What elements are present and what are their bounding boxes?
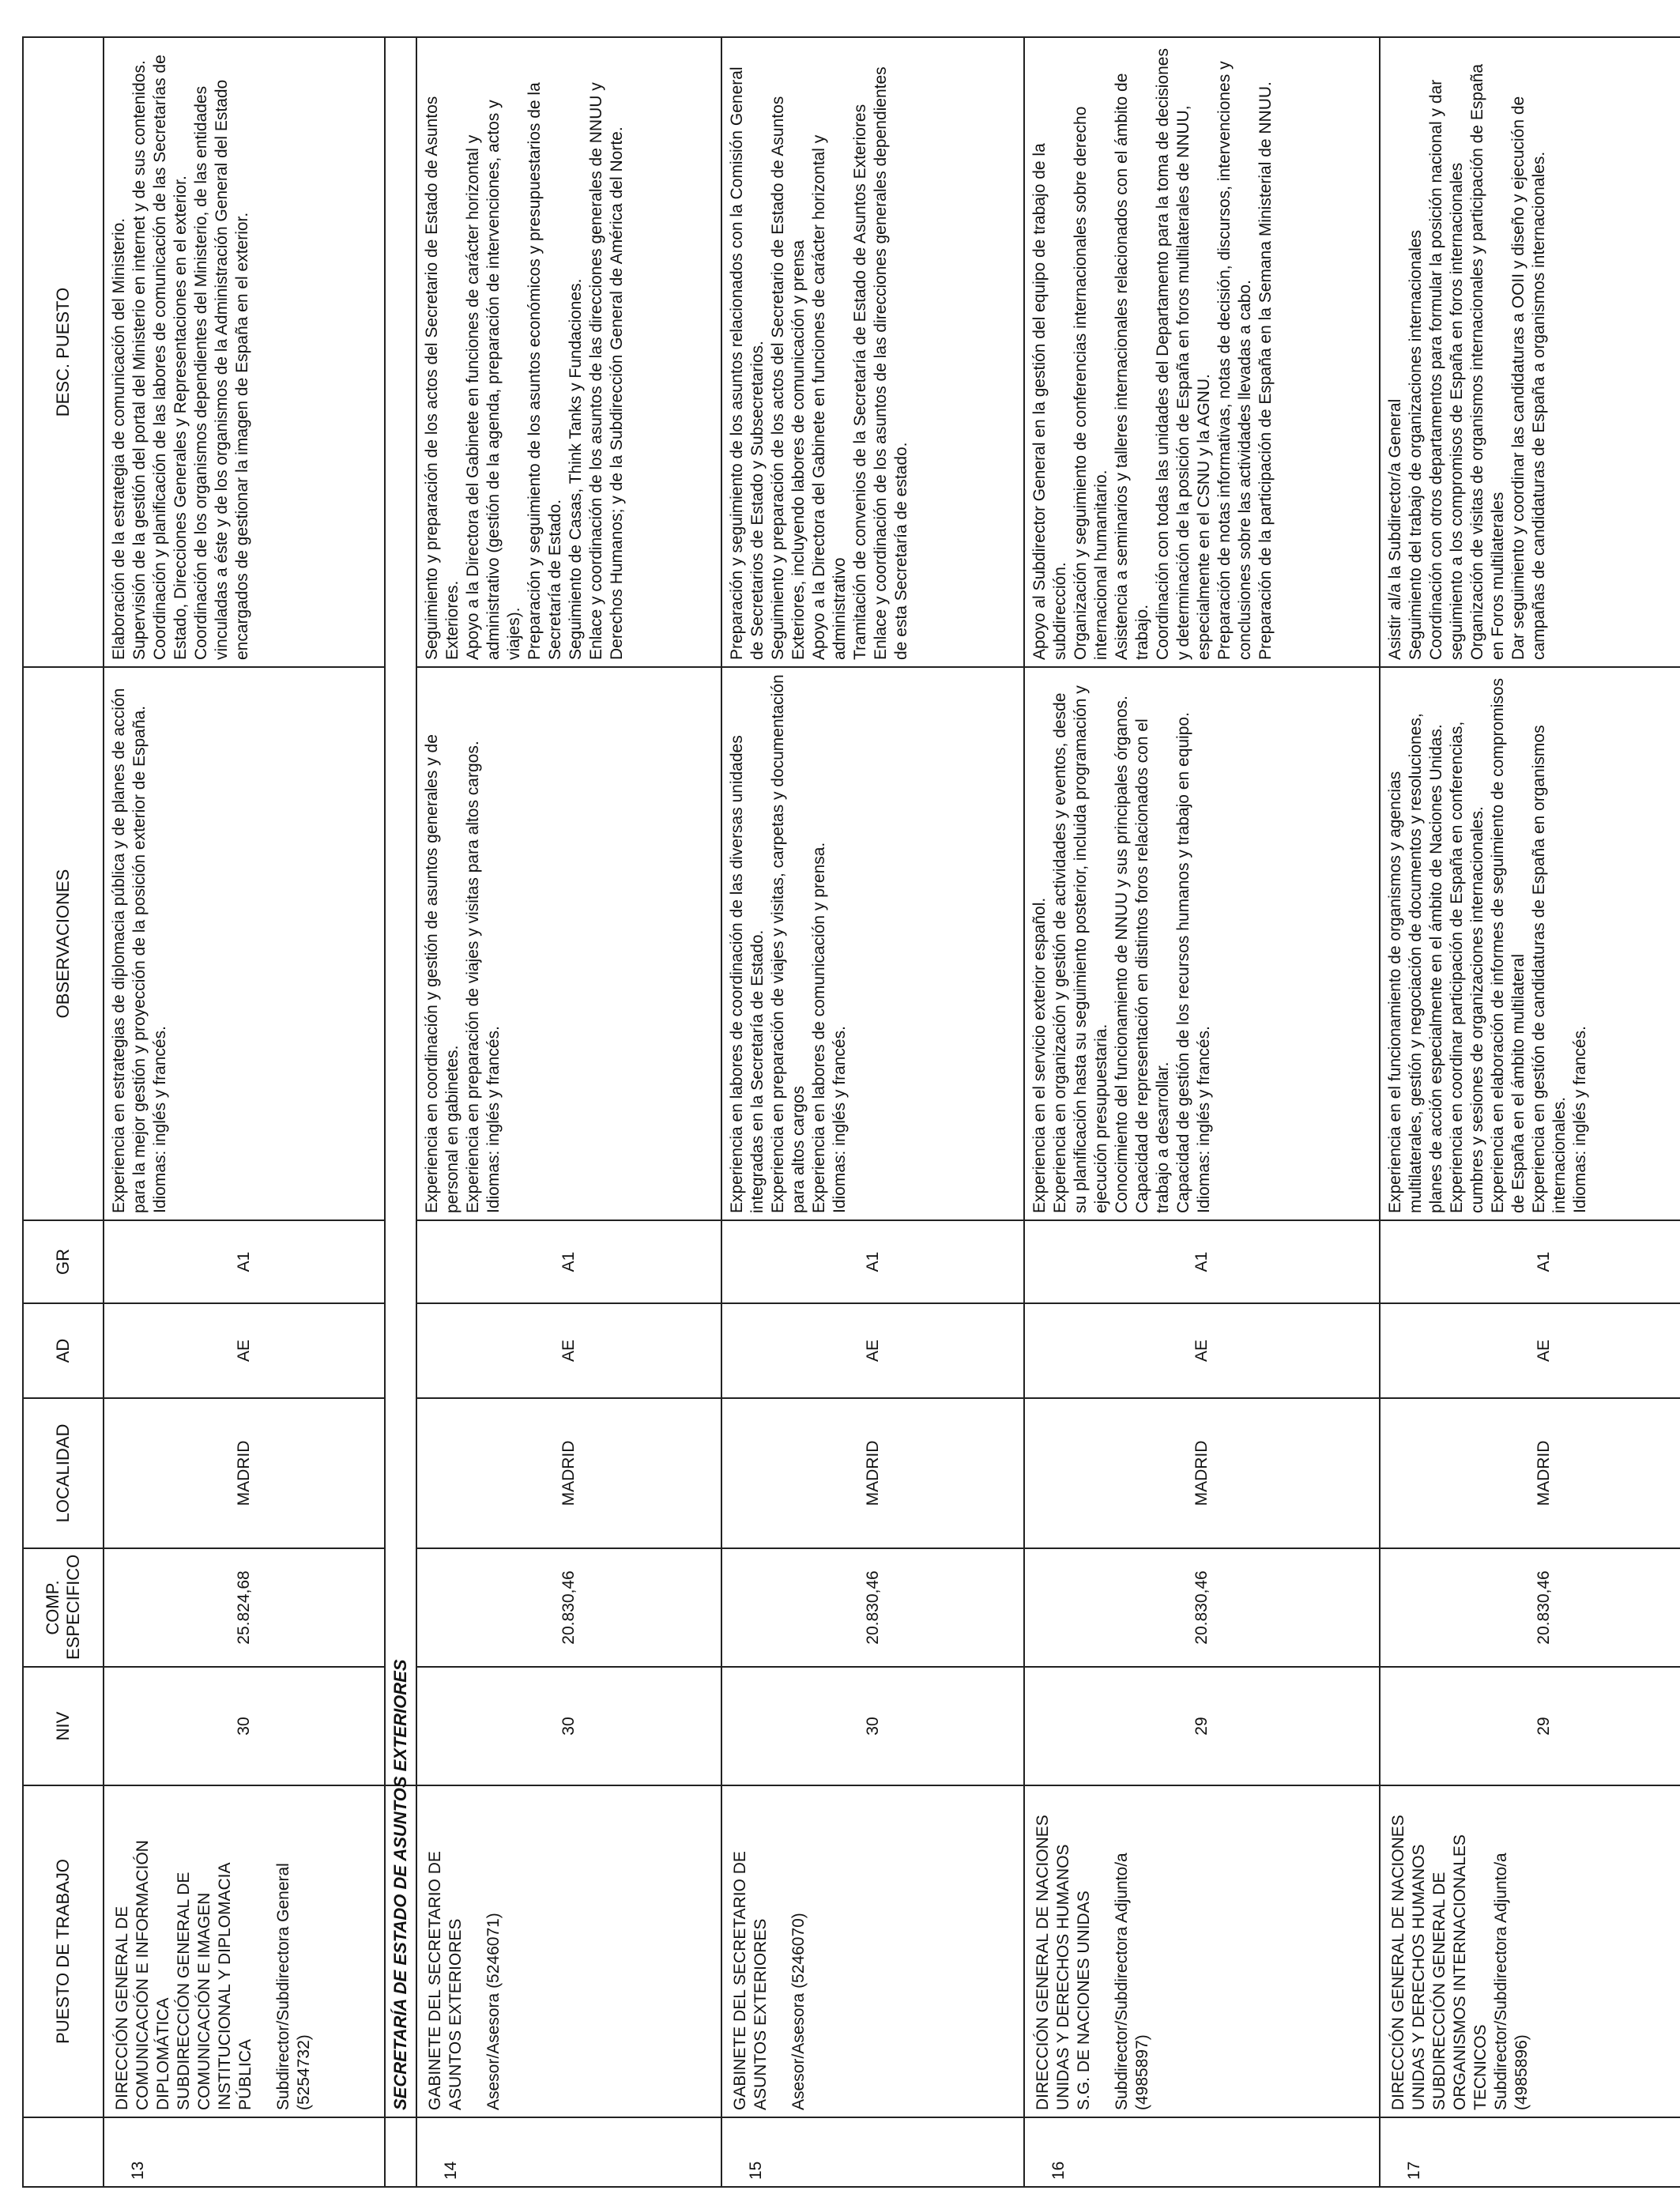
obs-line: Experiencia en coordinación y gestión de asuntos generales y de personal en gabinetes. (423, 734, 461, 1213)
desc-line: Preparación de la participación de España en la Semana Ministerial de NNUU. (1256, 81, 1275, 660)
localidad-cell: MADRID (104, 1398, 385, 1548)
desc-line: Tramitación de convenios de la Secretaría de Estado de Asuntos Exteriores (851, 104, 869, 660)
obs-line: Experiencia en labores de comunicación y prensa. (810, 842, 828, 1213)
puesto-unit: DIRECCIÓN GENERAL DE NACIONES UNIDAS Y DERECHOS HUMANOS (1389, 1815, 1428, 2110)
ad-cell: AE (104, 1303, 385, 1398)
desc-line: Apoyo a la Directora del Gabinete en funciones de carácter horizontal y administrativo (gestión de la agenda, preparación de intervenciones, actos y viajes). (464, 100, 523, 660)
row-number: 13 (104, 2117, 385, 2187)
puesto-subunit: SUBDIRECCIÓN GENERAL DE ORGANISMOS INTERNACIONALES TECNICOS (1430, 1834, 1490, 2110)
ad-cell: AE (1024, 1303, 1380, 1398)
desc-line: Enlace y coordinación de los asuntos de las direcciones generales dependientes de esta Secretaría de estado. (872, 66, 910, 660)
desc-line: Elaboración de la estrategia de comunicación del Ministerio. (110, 217, 128, 660)
obs-line: Experiencia en el funcionamiento de organismos y agencias multilaterales, gestión y negociación de documentos y resoluciones, planes de acción especialmente en el ámbito de Naciones Unidas. (1386, 713, 1445, 1213)
niv-cell: 30 (416, 1667, 721, 1785)
localidad-cell: MADRID (416, 1398, 721, 1548)
desc-line: Coordinación y planificación de las labores de comunicación de las Secretarías de Estado, Direcciones Generales y Representaciones en el exterior. (151, 55, 190, 660)
desc-line: Preparación y seguimiento de los asuntos relacionados con la Comisión General de Secretarios de Estado y Subsecretarios. (728, 66, 767, 660)
obs-line: Experiencia en preparación de viajes y visitas, carpetas y documentación para altos cargos (769, 674, 808, 1213)
desc-line: Supervisión de la gestión del portal del Ministerio en internet y de sus contenidos. (130, 60, 149, 660)
comp-cell: 25.824,68 (104, 1548, 385, 1667)
puesto-unit: GABINETE DEL SECRETARIO DE ASUNTOS EXTERIORES (426, 1851, 465, 2110)
desc-line: Seguimiento y preparación de los actos del Secretario de Estado de Asuntos Exteriores, incluyendo labores de comunicación y prensa (769, 96, 808, 660)
obs-line: Idiomas: inglés y francés. (1195, 1026, 1213, 1213)
obs-line: Experiencia en el servicio exterior español. (1030, 897, 1049, 1213)
desc-line: Asistir al/a la Subdirector/a General (1386, 398, 1404, 660)
obs-line: Idiomas: inglés y francés. (1571, 1026, 1589, 1213)
puesto-cell (1380, 1785, 1680, 2117)
obs-line: Idiomas: inglés y francés. (484, 1026, 503, 1213)
puesto-cell (1024, 1785, 1380, 2117)
obs-line: Experiencia en estrategias de diplomacia pública y de planes de acción para la mejor gestión y proyección de la posición exterior de España. (110, 688, 149, 1213)
puesto-unit: GABINETE DEL SECRETARIO DE ASUNTOS EXTERIORES (731, 1851, 770, 2110)
puesto-unit: DIRECCIÓN GENERAL DE NACIONES UNIDAS Y DERECHOS HUMANOS (1034, 1815, 1072, 2110)
desc-line: Apoyo al Subdirector General en la gestión del equipo de trabajo de la subdirección. (1030, 143, 1069, 660)
header-gr: GR (23, 1220, 104, 1303)
niv-cell: 30 (721, 1667, 1024, 1785)
ad-cell: AE (416, 1303, 721, 1398)
gr-cell: A1 (1024, 1220, 1380, 1303)
obs-line: Idiomas: inglés y francés. (831, 1026, 849, 1213)
puesto-unit: DIRECCIÓN GENERAL DE COMUNICACIÓN E INFORMACIÓN DIPLOMÁTICA (113, 1840, 172, 2110)
desc-line: Enlace y coordinación de los asuntos de las direcciones generales de NNUU y Derechos Humanos; y de la Subdirección General de América del Norte. (587, 82, 626, 660)
comp-cell: 20.830,46 (1024, 1548, 1380, 1667)
niv-cell: 29 (1024, 1667, 1380, 1785)
ad-cell: AE (1380, 1303, 1680, 1398)
desc-line: Preparación de notas informativas, notas de decisión, discursos, intervenciones y conclusiones sobre las actividades llevadas a cabo. (1215, 61, 1254, 660)
row-number: 14 (416, 2117, 721, 2187)
gr-cell: A1 (104, 1220, 385, 1303)
observaciones-cell (721, 667, 1024, 1220)
puesto-cell (416, 1785, 721, 2117)
header-num (23, 2117, 104, 2187)
observaciones-cell (104, 667, 385, 1220)
niv-cell: 30 (104, 1667, 385, 1785)
desc-line: Coordinación con otros departamentos para formular la posición nacional y dar seguimiento a los compromisos de España en foros internacionales (1427, 79, 1466, 660)
row-number: 17 (1380, 2117, 1680, 2187)
header-row (23, 37, 104, 2187)
puesto-subunit: SUBDIRECCIÓN GENERAL DE COMUNICACIÓN E IMAGEN INSTITUCIONAL Y DIPLOMACIA PÚBLICA (175, 1863, 254, 2110)
desc-line: Preparación y seguimiento de los asuntos económicos y presupuestarios de la Secretaría de Estado. (525, 82, 564, 660)
desc-line: Apoyo a la Directora del Gabinete en funciones de carácter horizontal y administrativo (810, 134, 849, 660)
desc-line: Seguimiento del trabajo de organizaciones internacionales (1407, 229, 1425, 660)
desc-line: Seguimiento y preparación de los actos del Secretario de Estado de Asuntos Exteriores. (423, 96, 461, 660)
puesto-cell (104, 1785, 385, 2117)
ad-cell: AE (721, 1303, 1024, 1398)
puesto-subunit: S.G. DE NACIONES UNIDAS (1075, 1891, 1093, 2110)
comp-cell: 20.830,46 (721, 1548, 1024, 1667)
desc-line: Asistencia a seminarios y talleres internacionales relacionados con el ámbito de trabajo. (1113, 73, 1151, 660)
desc-line: Organización de visitas de organismos internacionales y participación de España en Foros multilaterales (1468, 63, 1507, 660)
desc-cell (1380, 37, 1680, 667)
obs-line: Conocimiento del funcionamiento de NNUU y sus principales órganos. (1113, 696, 1131, 1213)
header-puesto: PUESTO DE TRABAJO (23, 1785, 104, 2117)
puesto-cell (721, 1785, 1024, 2117)
obs-line: Experiencia en labores de coordinación de las diversas unidades integradas en la Secretaría de Estado. (728, 735, 767, 1213)
header-comp: COMP. ESPECIFICO (23, 1548, 104, 1667)
desc-line: Dar seguimiento y coordinar las candidaturas a OOII y diseño y ejecución de campañas de candidaturas de España a organismos internacionales. (1509, 96, 1548, 660)
obs-line: Experiencia en coordinar participación de España en conferencias, cumbres y sesiones de organizaciones internacionales. (1448, 721, 1486, 1213)
localidad-cell: MADRID (1380, 1398, 1680, 1548)
puesto-position: Subdirector/Subdirectora General (5254732) (274, 1863, 313, 2110)
observaciones-cell (1380, 667, 1680, 1220)
desc-line: Coordinación con todas las unidades del Departamento para la toma de decisiones y determinación de la posición de España en foros multilaterales de NNUU, especialmente en el CSNU y la AGNU. (1154, 48, 1213, 660)
obs-line: Idiomas: inglés y francés. (151, 1026, 169, 1213)
table-row (416, 37, 721, 2187)
section-row (385, 37, 416, 2187)
comp-cell: 20.830,46 (1380, 1548, 1680, 1667)
gr-cell: A1 (721, 1220, 1024, 1303)
puesto-position: Subdirector/Subdirectora Adjunto/a (4985896) (1492, 1853, 1531, 2110)
gr-cell: A1 (416, 1220, 721, 1303)
observaciones-cell (1024, 667, 1380, 1220)
obs-line: Experiencia en elaboración de informes de seguimiento de compromisos de España en el ámbito multilateral (1489, 677, 1527, 1213)
header-localidad: LOCALIDAD (23, 1398, 104, 1548)
desc-line: Organización y seguimiento de conferencias internacionales sobre derecho internacional humanitario. (1072, 106, 1110, 660)
table-row (721, 37, 1024, 2187)
niv-cell: 29 (1380, 1667, 1680, 1785)
desc-line: Seguimiento de Casas, Think Tanks y Fundaciones. (567, 278, 585, 660)
section-title: SECRETARÍA DE ESTADO DE ASUNTOS EXTERIORES (385, 1785, 416, 2117)
obs-line: Experiencia en organización y gestión de actividades y eventos, desde su planificación hasta su seguimiento posterior, incluida programación y ejecución presupuestaria. (1051, 685, 1110, 1213)
obs-line: Experiencia en gestión de candidaturas de España en organismos internacionales. (1530, 725, 1569, 1213)
puesto-position: Asesor/Asesora (5246070) (789, 1913, 808, 2110)
localidad-cell: MADRID (1024, 1398, 1380, 1548)
row-number: 15 (721, 2117, 1024, 2187)
row-number: 16 (1024, 2117, 1380, 2187)
obs-line: Capacidad de representación en distintos foros relacionados con el trabajo a desarrollar. (1133, 718, 1172, 1213)
header-desc: DESC. PUESTO (23, 37, 104, 667)
obs-line: Capacidad de gestión de los recursos humanos y trabajo en equipo. (1174, 712, 1192, 1213)
desc-cell (416, 37, 721, 667)
table-row (1024, 37, 1380, 2187)
header-niv: NIV (23, 1667, 104, 1785)
table-row (104, 37, 385, 2187)
obs-line: Experiencia en preparación de viajes y visitas para altos cargos. (464, 741, 482, 1213)
desc-cell (721, 37, 1024, 667)
desc-line: Coordinación de los organismos dependientes del Ministerio, de las entidades vinculadas a éste y de los organismos de la Administración General del Estado encargados de gestionar la imagen de España en el exterior. (192, 79, 251, 660)
observaciones-cell (416, 667, 721, 1220)
gr-cell: A1 (1380, 1220, 1680, 1303)
table-row (1380, 37, 1680, 2187)
puesto-position: Subdirector/Subdirectora Adjunto/a (4985897) (1113, 1853, 1151, 2110)
header-observaciones: OBSERVACIONES (23, 667, 104, 1220)
header-ad: AD (23, 1303, 104, 1398)
comp-cell: 20.830,46 (416, 1548, 721, 1667)
desc-cell (1024, 37, 1380, 667)
puesto-position: Asesor/Asesora (5246071) (484, 1913, 503, 2110)
job-positions-table (22, 36, 1680, 2188)
localidad-cell: MADRID (721, 1398, 1024, 1548)
desc-cell (104, 37, 385, 667)
